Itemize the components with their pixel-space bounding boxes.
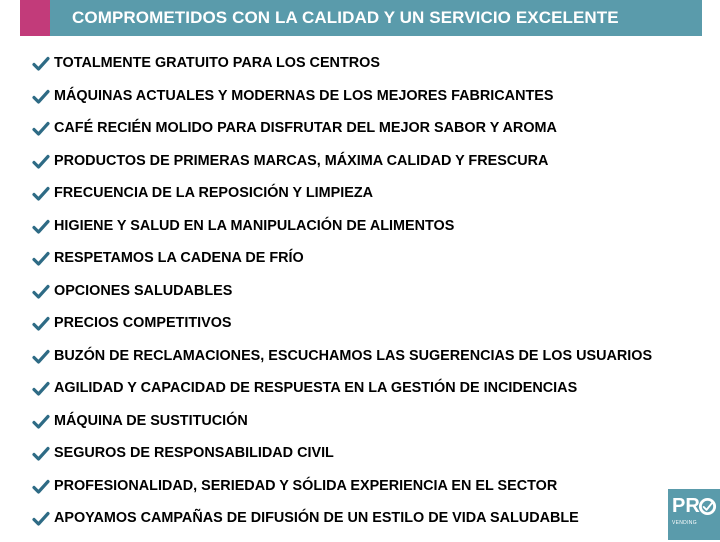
list-item-label: MÁQUINA DE SUSTITUCIÓN xyxy=(54,412,248,429)
checkmark-icon xyxy=(32,218,50,236)
list-item xyxy=(32,412,652,445)
checkmark-icon xyxy=(32,153,50,171)
title-accent xyxy=(20,0,50,36)
checkmark-icon xyxy=(32,380,50,398)
feature-list xyxy=(32,54,652,542)
list-item-label: PRODUCTOS DE PRIMERAS MARCAS, MÁXIMA CALIDAD Y FRESCURA xyxy=(54,152,549,169)
checkmark-icon xyxy=(32,478,50,496)
list-item-label: APOYAMOS CAMPAÑAS DE DIFUSIÓN DE UN ESTILO DE VIDA SALUDABLE xyxy=(54,510,579,526)
title-bar xyxy=(20,0,702,36)
list-item xyxy=(32,184,652,217)
list-item xyxy=(32,347,652,380)
list-item-label: SEGUROS DE RESPONSABILIDAD CIVIL xyxy=(54,445,334,461)
checkmark-icon xyxy=(32,315,50,333)
pro-vending-logo xyxy=(668,489,720,540)
checkmark-icon xyxy=(32,185,50,203)
list-item xyxy=(32,87,652,120)
list-item-label: FRECUENCIA DE LA REPOSICIÓN Y LIMPIEZA xyxy=(54,185,374,201)
list-item xyxy=(32,282,652,315)
list-item-label: TOTALMENTE GRATUITO PARA LOS CENTROS xyxy=(54,55,380,71)
checkmark-icon xyxy=(32,413,50,431)
list-item xyxy=(32,314,652,347)
list-item xyxy=(32,119,652,152)
list-item xyxy=(32,509,652,542)
list-item-label: PROFESIONALIDAD, SERIEDAD Y SÓLIDA EXPERIENCIA EN EL SECTOR xyxy=(54,477,558,494)
list-item-label: CAFÉ RECIÉN MOLIDO PARA DISFRUTAR DEL MEJOR SABOR Y AROMA xyxy=(54,120,557,136)
page-title: COMPROMETIDOS CON LA CALIDAD Y UN SERVICIO EXCELENTE xyxy=(72,8,619,27)
list-item xyxy=(32,249,652,282)
checkmark-icon xyxy=(32,250,50,268)
list-item-label: PRECIOS COMPETITIVOS xyxy=(54,315,232,331)
checkmark-icon xyxy=(32,283,50,301)
checkmark-icon xyxy=(32,55,50,73)
list-item xyxy=(32,477,652,510)
list-item-label: AGILIDAD Y CAPACIDAD DE RESPUESTA EN LA GESTIÓN DE INCIDENCIAS xyxy=(54,380,578,396)
checkmark-icon xyxy=(32,348,50,366)
list-item xyxy=(32,54,652,87)
list-item xyxy=(32,379,652,412)
list-item xyxy=(32,444,652,477)
checkmark-icon xyxy=(32,88,50,106)
logo-subtext: VENDING xyxy=(672,520,697,526)
list-item-label: HIGIENE Y SALUD EN LA MANIPULACIÓN DE ALIMENTOS xyxy=(54,217,455,234)
list-item xyxy=(32,152,652,185)
checkmark-icon xyxy=(32,120,50,138)
checkmark-icon xyxy=(32,445,50,463)
list-item xyxy=(32,217,652,250)
logo-text: PR xyxy=(672,495,700,517)
checkmark-icon xyxy=(32,510,50,528)
list-item-label: MÁQUINAS ACTUALES Y MODERNAS DE LOS MEJORES FABRICANTES xyxy=(54,87,554,104)
list-item-label: BUZÓN DE RECLAMACIONES, ESCUCHAMOS LAS SUGERENCIAS DE LOS USUARIOS xyxy=(54,347,653,364)
list-item-label: OPCIONES SALUDABLES xyxy=(54,282,233,299)
logo-o-icon xyxy=(698,497,717,516)
list-item-label: RESPETAMOS LA CADENA DE FRÍO xyxy=(54,250,304,266)
